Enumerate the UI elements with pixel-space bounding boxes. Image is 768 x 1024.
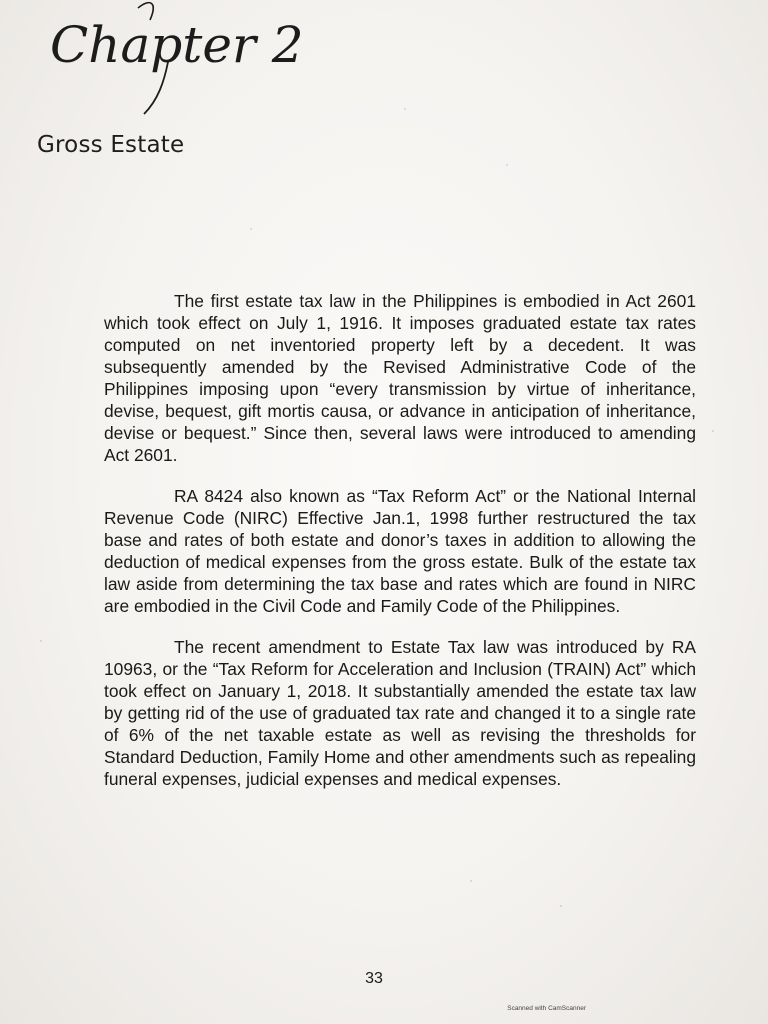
scan-speck — [404, 108, 406, 110]
chapter-label: Chapter 2 — [50, 16, 304, 74]
paragraph: The recent amendment to Estate Tax law was introduced by RA 10963, or the “Tax Reform for Acceleration and Inclusion (TRAIN) Act” which took effect on January 1, 2018. It substantially amended the estate tax law by getting rid of the use of graduated tax rate and changed it to a single rate of 6% of the net taxable estate as well as revising the thresholds for Standard Deduction, Family Home and other amendments such as repealing funeral expenses, judicial expenses and medical expenses. — [104, 637, 696, 789]
scan-speck — [250, 228, 252, 230]
scan-speck — [712, 430, 714, 432]
scan-speck — [470, 880, 472, 882]
body-text — [104, 290, 696, 809]
scanner-watermark: Scanned with CamScanner — [507, 1005, 586, 1012]
paragraph: RA 8424 also known as “Tax Reform Act” or the National Internal Revenue Code (NIRC) Effective Jan.1, 1998 further restructured the tax base and rates of both estate and donor’s taxes in addition to allowing the deduction of medical expenses from the gross estate. Bulk of the estate tax law aside from determining the tax base and rates which are found in NIRC are embodied in the Civil Code and Family Code of the Philippines. — [104, 486, 696, 616]
scan-speck — [560, 905, 562, 907]
scan-speck — [40, 640, 42, 642]
section-title: Gross Estate — [37, 132, 185, 158]
paragraph: The first estate tax law in the Philippines is embodied in Act 2601 which took effect on July 1, 1916. It imposes graduated estate tax rates computed on net inventoried property left by a decedent. It was subsequently amended by the Revised Administrative Code of the Philippines imposing upon “every transmission by virtue of inheritance, devise, bequest, gift mortis causa, or advance in anticipation of inheritance, devise or bequest.” Since then, several laws were introduced to amending Act 2601. — [104, 291, 696, 465]
page-number: 33 — [365, 970, 383, 987]
scan-speck — [506, 164, 508, 166]
chapter-heading — [46, 0, 346, 120]
